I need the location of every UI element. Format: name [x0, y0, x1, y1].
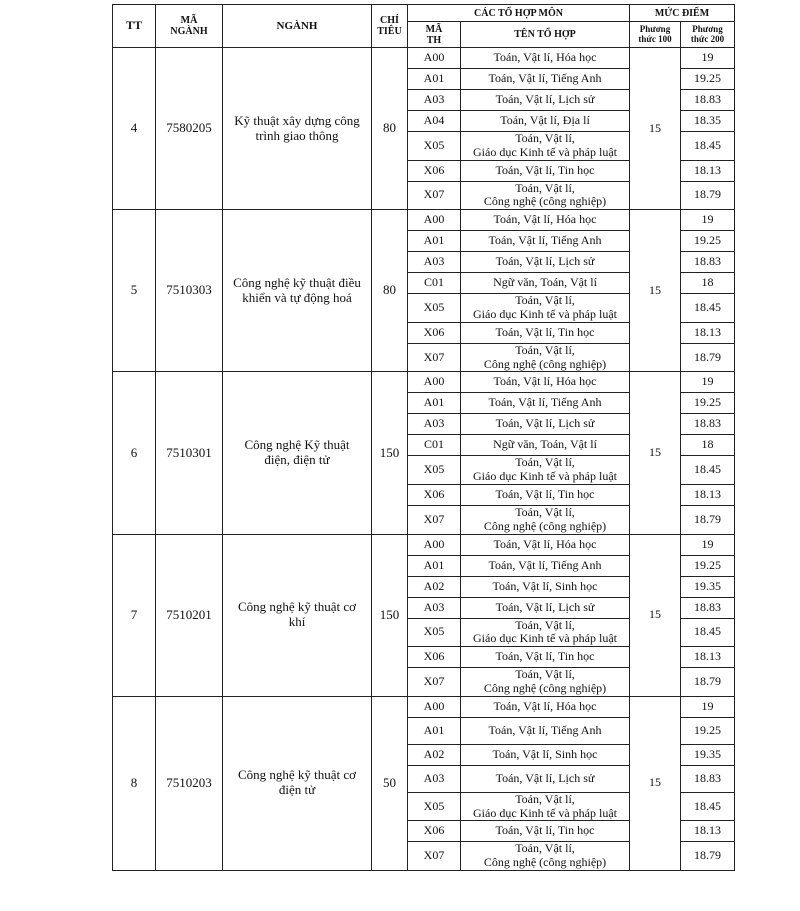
combo-code: A03	[408, 90, 461, 111]
combo-name-line1: Toán, Vật lí, Hóa học	[493, 698, 597, 713]
combo-score-pt200: 19	[681, 48, 735, 69]
program-code: 7510201	[156, 534, 223, 696]
combo-score-pt200: 19.25	[681, 393, 735, 414]
combo-code: X06	[408, 160, 461, 181]
combo-score-pt200: 18.35	[681, 111, 735, 132]
table-row	[113, 210, 735, 231]
combo-score-pt200: 18.83	[681, 414, 735, 435]
combo-code: X06	[408, 484, 461, 505]
combo-name	[461, 668, 630, 697]
program-tt: 6	[113, 372, 156, 534]
header-pt100: Phương thức 100	[630, 22, 681, 48]
combo-name-line2: Công nghệ (công nghiệp)	[483, 194, 607, 209]
combo-name	[461, 456, 630, 485]
combo-name	[461, 576, 630, 597]
combo-name-line1: Toán, Vật lí, Tin học	[495, 649, 595, 664]
combo-name-line1: Ngữ văn, Toán, Vật lí	[493, 437, 597, 452]
combo-code: X07	[408, 181, 461, 210]
combo-name-line1: Toán, Vật lí,	[515, 667, 575, 682]
combo-code: A01	[408, 69, 461, 90]
combo-code: X05	[408, 792, 461, 821]
combo-name-line1: Ngữ văn, Toán, Vật lí	[493, 275, 597, 290]
combo-name-line1: Toán, Vật lí, Tin học	[495, 823, 595, 838]
program-pt100: 15	[630, 48, 681, 210]
combo-name-line1: Toán, Vật lí, Tiếng Anh	[488, 71, 602, 86]
combo-name	[461, 696, 630, 717]
header-pt200: Phương thức 200	[681, 22, 735, 48]
combo-name-line1: Toán, Vật lí, Địa lí	[500, 113, 590, 128]
combo-name-line1: Toán, Vật lí, Sinh học	[492, 746, 598, 761]
combo-code: X07	[408, 505, 461, 534]
combo-score-pt200: 18.79	[681, 668, 735, 697]
program-name: Công nghệ kỹ thuật cơ khí	[223, 534, 372, 696]
combo-score-pt200: 19.25	[681, 717, 735, 744]
combo-name-line1: Toán, Vật lí,	[515, 293, 575, 308]
combo-score-pt200: 18	[681, 273, 735, 294]
program-tt: 5	[113, 210, 156, 372]
combo-name	[461, 343, 630, 372]
combo-name-line1: Toán, Vật lí, Hóa học	[493, 50, 597, 65]
combo-name	[461, 618, 630, 647]
program-quota: 50	[372, 696, 408, 870]
header-chi-tieu: CHỈ TIÊU	[372, 5, 408, 48]
combo-code: X05	[408, 618, 461, 647]
combo-name-line1: Toán, Vật lí,	[515, 131, 575, 145]
combo-code: C01	[408, 435, 461, 456]
combo-score-pt200: 18.79	[681, 343, 735, 372]
combo-score-pt200: 18.83	[681, 252, 735, 273]
combo-name-line1: Toán, Vật lí, Tin học	[495, 487, 595, 502]
combo-name-line2: Giáo dục Kinh tế và pháp luật	[473, 144, 617, 159]
combo-name-line1: Toán, Vật lí, Lịch sử	[495, 770, 595, 785]
combo-name	[461, 231, 630, 252]
program-code: 7510303	[156, 210, 223, 372]
program-name: Công nghệ kỹ thuật điều khiển và tự động hoá	[223, 210, 372, 372]
program-code: 7510301	[156, 372, 223, 534]
combo-name-line1: Toán, Vật lí,	[515, 343, 575, 357]
combo-code: A02	[408, 576, 461, 597]
combo-name	[461, 792, 630, 821]
combo-name	[461, 435, 630, 456]
combo-name-line1: Toán, Vật lí, Hóa học	[493, 536, 597, 551]
combo-score-pt200: 18.83	[681, 765, 735, 792]
combo-score-pt200: 18.83	[681, 597, 735, 618]
combo-name	[461, 48, 630, 69]
combo-score-pt200: 19	[681, 372, 735, 393]
combo-score-pt200: 18.79	[681, 181, 735, 210]
combo-name-line1: Toán, Vật lí, Tiếng Anh	[488, 557, 602, 572]
combo-name-line1: Toán, Vật lí, Tiếng Anh	[488, 722, 602, 737]
combo-name-line1: Toán, Vật lí,	[515, 792, 575, 806]
combo-name	[461, 322, 630, 343]
combo-code: A03	[408, 414, 461, 435]
admission-table	[112, 4, 735, 871]
combo-score-pt200: 19	[681, 210, 735, 231]
program-quota: 80	[372, 210, 408, 372]
combo-code: A01	[408, 555, 461, 576]
combo-score-pt200: 18.45	[681, 132, 735, 161]
combo-name-line2: Công nghệ (công nghiệp)	[483, 518, 607, 533]
combo-code: C01	[408, 273, 461, 294]
combo-name	[461, 294, 630, 323]
combo-name-line1: Toán, Vật lí,	[515, 618, 575, 632]
combo-name	[461, 273, 630, 294]
combo-score-pt200: 19	[681, 696, 735, 717]
combo-name	[461, 555, 630, 576]
header-nganh: NGÀNH	[223, 5, 372, 48]
combo-score-pt200: 18.83	[681, 90, 735, 111]
combo-code: A00	[408, 210, 461, 231]
program-pt100: 15	[630, 372, 681, 534]
combo-name-line2: Giáo dục Kinh tế và pháp luật	[473, 805, 617, 820]
combo-name-line1: Toán, Vật lí, Hóa học	[493, 374, 597, 389]
combo-name-line1: Toán, Vật lí, Sinh học	[492, 578, 598, 593]
combo-name-line1: Toán, Vật lí,	[515, 841, 575, 856]
combo-score-pt200: 18.13	[681, 647, 735, 668]
program-pt100: 15	[630, 534, 681, 696]
combo-score-pt200: 18.45	[681, 294, 735, 323]
combo-name	[461, 505, 630, 534]
combo-name	[461, 132, 630, 161]
combo-score-pt200: 19	[681, 534, 735, 555]
combo-score-pt200: 18.79	[681, 842, 735, 871]
combo-score-pt200: 19.25	[681, 69, 735, 90]
combo-name	[461, 717, 630, 744]
combo-name	[461, 160, 630, 181]
combo-name	[461, 414, 630, 435]
combo-name-line2: Giáo dục Kinh tế và pháp luật	[473, 306, 617, 321]
combo-name	[461, 372, 630, 393]
combo-score-pt200: 19.35	[681, 576, 735, 597]
combo-code: A00	[408, 48, 461, 69]
combo-name-line1: Toán, Vật lí,	[515, 455, 575, 470]
combo-name-line1: Toán, Vật lí,	[515, 505, 575, 519]
combo-code: A03	[408, 252, 461, 273]
combo-name	[461, 765, 630, 792]
combo-name	[461, 393, 630, 414]
combo-name	[461, 210, 630, 231]
combo-score-pt200: 18.45	[681, 618, 735, 647]
combo-code: A00	[408, 372, 461, 393]
combo-code: A02	[408, 744, 461, 765]
program-pt100: 15	[630, 696, 681, 870]
combo-code: X06	[408, 821, 461, 842]
program-pt100: 15	[630, 210, 681, 372]
combo-score-pt200: 19.35	[681, 744, 735, 765]
combo-code: A01	[408, 717, 461, 744]
combo-code: A01	[408, 231, 461, 252]
combo-code: A03	[408, 597, 461, 618]
combo-code: A00	[408, 534, 461, 555]
combo-name-line1: Toán, Vật lí, Tiếng Anh	[488, 395, 602, 410]
program-tt: 4	[113, 48, 156, 210]
combo-name-line1: Toán, Vật lí, Hóa học	[493, 212, 597, 227]
combo-code: X07	[408, 668, 461, 697]
combo-name	[461, 647, 630, 668]
program-name: Công nghệ kỹ thuật cơ điện tử	[223, 696, 372, 870]
combo-code: X07	[408, 343, 461, 372]
combo-code: A04	[408, 111, 461, 132]
combo-score-pt200: 18.13	[681, 322, 735, 343]
combo-score-pt200: 18.45	[681, 792, 735, 821]
combo-name-line1: Toán, Vật lí, Lịch sử	[495, 416, 595, 431]
header-ma-th: MÃ TH	[408, 22, 461, 48]
program-name: Công nghệ Kỹ thuật điện, điện tử	[223, 372, 372, 534]
combo-name	[461, 111, 630, 132]
header-ma-nganh: MÃ NGÀNH	[156, 5, 223, 48]
combo-name-line1: Toán, Vật lí, Lịch sử	[495, 254, 595, 269]
combo-score-pt200: 18.13	[681, 821, 735, 842]
combo-name	[461, 744, 630, 765]
table-row	[113, 696, 735, 717]
combo-code: X06	[408, 647, 461, 668]
program-quota: 150	[372, 372, 408, 534]
combo-name-line1: Toán, Vật lí, Tiếng Anh	[488, 233, 602, 248]
table-row	[113, 48, 735, 69]
combo-name	[461, 69, 630, 90]
combo-score-pt200: 18.13	[681, 484, 735, 505]
table-header	[113, 5, 735, 48]
combo-name	[461, 90, 630, 111]
header-cac-to-hop: CÁC TỔ HỢP MÔN	[408, 5, 630, 22]
combo-name-line1: Toán, Vật lí, Lịch sử	[495, 599, 595, 614]
combo-score-pt200: 19.25	[681, 231, 735, 252]
combo-name	[461, 597, 630, 618]
combo-name-line2: Giáo dục Kinh tế và pháp luật	[473, 631, 617, 646]
combo-name	[461, 842, 630, 871]
combo-name-line1: Toán, Vật lí, Tin học	[495, 162, 595, 177]
program-quota: 150	[372, 534, 408, 696]
combo-code: X05	[408, 294, 461, 323]
header-tt: TT	[113, 5, 156, 48]
header-ten-to-hop: TÊN TỔ HỢP	[461, 22, 630, 48]
combo-score-pt200: 19.25	[681, 555, 735, 576]
combo-name	[461, 181, 630, 210]
combo-name	[461, 821, 630, 842]
combo-name-line1: Toán, Vật lí,	[515, 181, 575, 195]
table-row	[113, 372, 735, 393]
program-tt: 7	[113, 534, 156, 696]
combo-score-pt200: 18.45	[681, 456, 735, 485]
header-muc-diem: MỨC ĐIỂM	[630, 5, 735, 22]
table-row	[113, 534, 735, 555]
combo-code: A03	[408, 765, 461, 792]
combo-score-pt200: 18.79	[681, 505, 735, 534]
combo-score-pt200: 18.13	[681, 160, 735, 181]
program-quota: 80	[372, 48, 408, 210]
combo-name-line2: Công nghệ (công nghiệp)	[483, 356, 607, 371]
program-name: Kỹ thuật xây dựng công trình giao thông	[223, 48, 372, 210]
combo-code: A01	[408, 393, 461, 414]
program-tt: 8	[113, 696, 156, 870]
combo-name-line1: Toán, Vật lí, Tin học	[495, 324, 595, 339]
combo-name	[461, 252, 630, 273]
combo-code: X06	[408, 322, 461, 343]
combo-score-pt200: 18	[681, 435, 735, 456]
table-body	[113, 48, 735, 871]
combo-name-line2: Giáo dục Kinh tế và pháp luật	[473, 469, 617, 484]
combo-name-line2: Công nghệ (công nghiệp)	[483, 680, 607, 695]
combo-code: X07	[408, 842, 461, 871]
program-code: 7510203	[156, 696, 223, 870]
combo-name	[461, 534, 630, 555]
combo-code: X05	[408, 132, 461, 161]
combo-name-line1: Toán, Vật lí, Lịch sử	[495, 92, 595, 107]
program-code: 7580205	[156, 48, 223, 210]
combo-code: A00	[408, 696, 461, 717]
combo-code: X05	[408, 456, 461, 485]
combo-name-line2: Công nghệ (công nghiệp)	[483, 855, 607, 870]
combo-name	[461, 484, 630, 505]
